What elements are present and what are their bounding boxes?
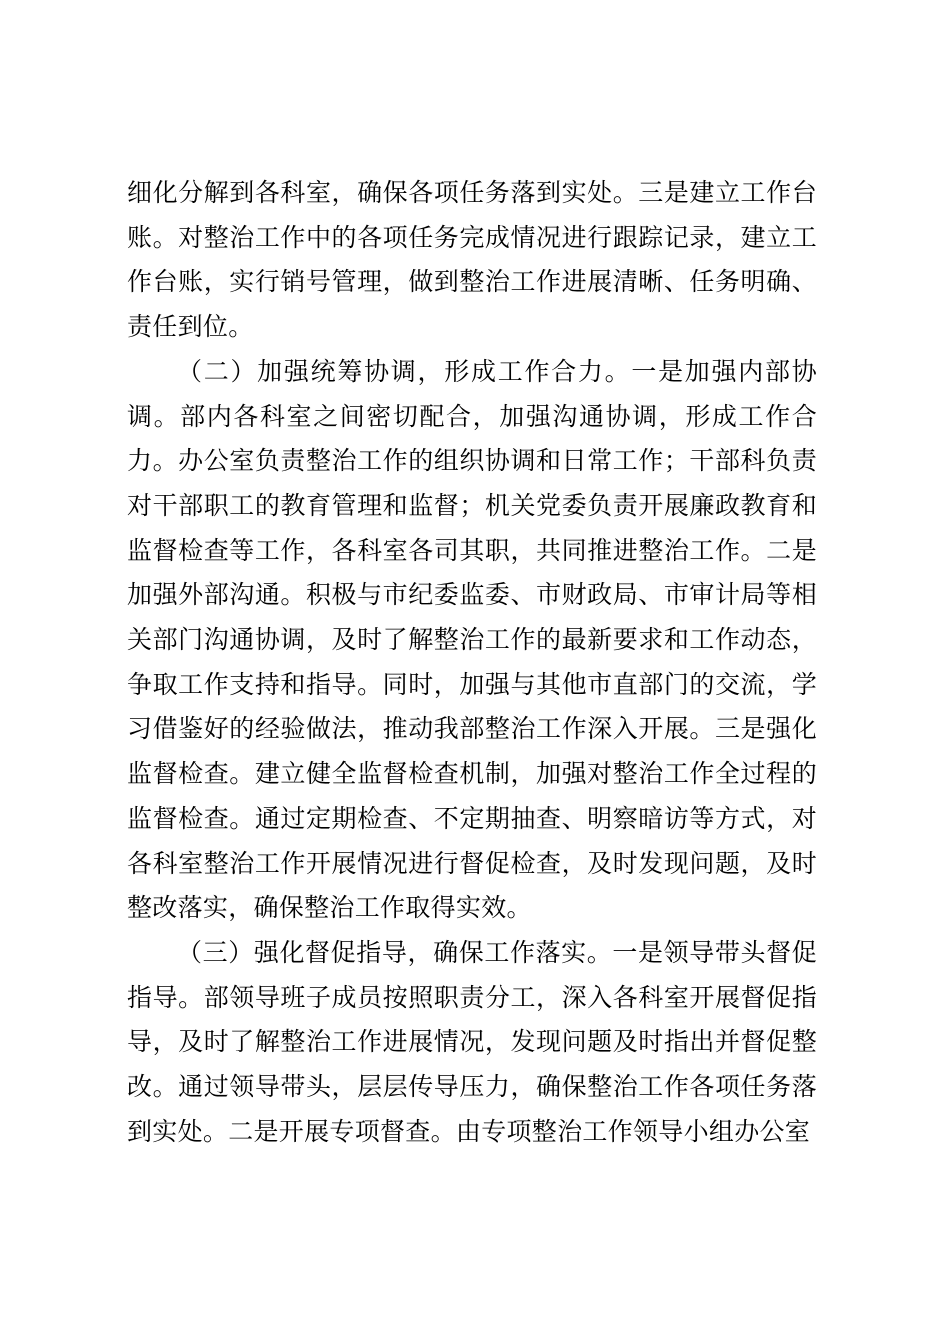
document-body — [127, 171, 817, 1154]
paragraph-1: 细化分解到各科室，确保各项任务落到实处。三是建立工作台账。对整治工作中的各项任务完成情况进行跟踪记录，建立工作台账，实行销号管理，做到整治工作进展清晰、任务明确、责任到位。 — [127, 178, 817, 342]
paragraph-2: （二）加强统筹协调，形成工作合力。一是加强内部协调。部内各科室之间密切配合，加强沟通协调，形成工作合力。办公室负责整治工作的组织协调和日常工作；干部科负责对干部职工的教育管理和监督；机关党委负责开展廉政教育和监督检查等工作，各科室各司其职，共同推进整治工作。二是加强外部沟通。积极与市纪委监委、市财政局、市审计局等相关部门沟通协调，及时了解整治工作的最新要求和工作动态，争取工作支持和指导。同时，加强与其他市直部门的交流，学习借鉴好的经验做法，推动我部整治工作深入开展。三是强化监督检查。建立健全监督检查机制，加强对整治工作全过程的监督检查。通过定期检查、不定期抽查、明察暗访等方式，对各科室整治工作开展情况进行督促检查，及时发现问题，及时整改落实，确保整治工作取得实效。 — [127, 356, 817, 923]
paragraph-3: （三）强化督促指导，确保工作落实。一是领导带头督促指导。部领导班子成员按照职责分工，深入各科室开展督促指导，及时了解整治工作进展情况，发现问题及时指出并督促整改。通过领导带头，层层传导压力，确保整治工作各项任务落到实处。二是开展专项督查。由专项整治工作领导小组办公室 — [127, 937, 817, 1146]
